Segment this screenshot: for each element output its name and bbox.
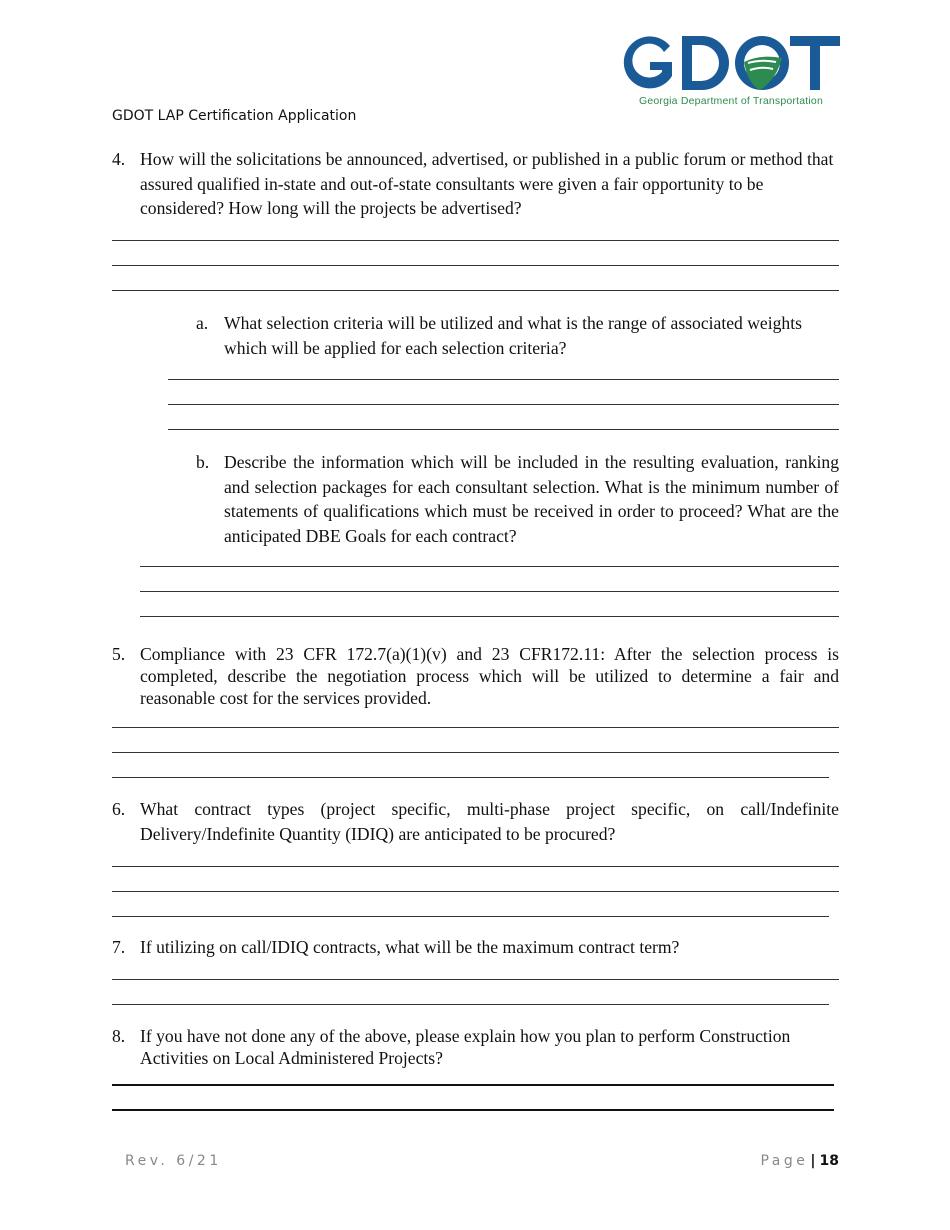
question-text: Compliance with 23 CFR 172.7(a)(1)(v) and 23 CFR172.11: After the selection process is completed, describe the negotiation process which will be utilized to determine a fair and reasonable cost for the services provided. [140, 644, 839, 708]
gdot-logo-mark [620, 32, 842, 94]
logo-tagline: Georgia Department of Transportation [638, 95, 824, 107]
question-text: Describe the information which will be included in the resulting evaluation, ranking and selection packages for each consultant selection. What is the minimum number of statements of qualifications which must be received in order to proceed? What are the anticipated DBE Goals for each contract? [224, 452, 839, 546]
answer-line [140, 616, 839, 617]
question-number: b. [196, 452, 210, 472]
answer-line [112, 1109, 834, 1111]
answer-line [112, 866, 839, 867]
question-number: 7. [112, 937, 126, 957]
answer-line [112, 265, 839, 266]
question-number: 6. [112, 799, 126, 819]
gdot-logo [620, 32, 842, 112]
answer-line [140, 566, 839, 567]
page-separator: | [810, 1153, 816, 1169]
answer-line [112, 240, 839, 241]
answer-line [168, 429, 839, 430]
answer-line [140, 591, 839, 592]
answer-line [112, 727, 839, 728]
question-number: a. [196, 313, 209, 333]
question-text: If you have not done any of the above, please explain how you plan to perform Construction Activities on Local Administered Projects? [140, 1026, 791, 1068]
question-number: 5. [112, 644, 126, 664]
page-label: Page [760, 1153, 809, 1169]
question-text: What contract types (project specific, multi-phase project specific, on call/Indefinite Delivery/Indefinite Quantity (IDIQ) are anticipated to be procured? [140, 799, 839, 844]
page-number: 18 [819, 1153, 839, 1169]
question-text: What selection criteria will be utilized and what is the range of associated weights which will be applied for each selection criteria? [224, 313, 802, 358]
revision-label: Rev. 6/21 [125, 1153, 222, 1169]
answer-line [112, 891, 839, 892]
answer-line [112, 290, 839, 291]
answer-line [112, 777, 829, 778]
answer-line [112, 752, 839, 753]
answer-line [112, 979, 839, 980]
document-title: GDOT LAP Certification Application [112, 108, 357, 124]
question-number: 4. [112, 149, 126, 169]
answer-line [112, 1004, 829, 1005]
question-text: If utilizing on call/IDIQ contracts, what will be the maximum contract term? [140, 937, 680, 957]
answer-line [112, 1084, 834, 1086]
page-indicator [760, 1153, 839, 1169]
answer-line [168, 404, 839, 405]
question-text: How will the solicitations be announced, advertised, or published in a public forum or method that assured qualified in-state and out-of-state consultants were given a fair opportunity to be considered? How long will the projects be advertised? [140, 149, 834, 218]
answer-line [168, 379, 839, 380]
answer-line [112, 916, 829, 917]
question-number: 8. [112, 1026, 126, 1046]
